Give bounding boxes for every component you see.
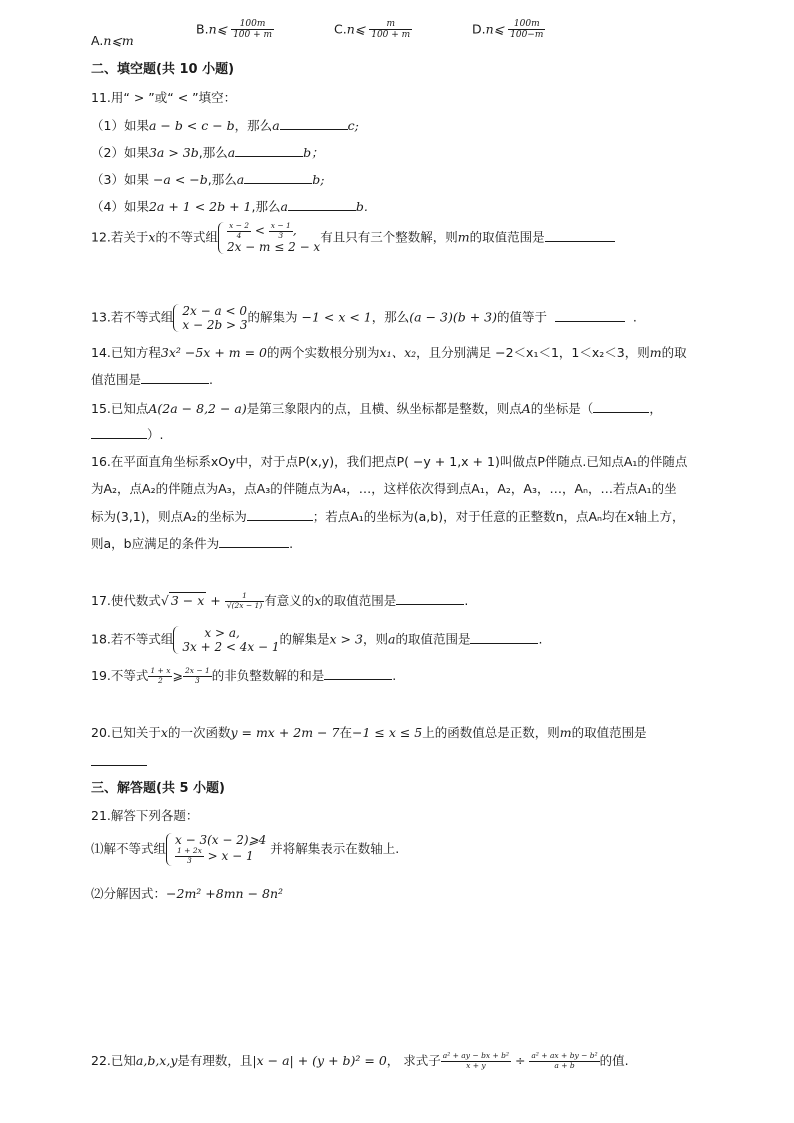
q16-line-3: [91, 507, 684, 526]
q19: [91, 666, 396, 686]
q11-p2-end: b；: [303, 145, 324, 160]
q13-mid2: ，那么: [371, 309, 410, 325]
q17-mid: 有意义的: [264, 593, 315, 608]
q16-period: .: [289, 536, 294, 551]
q12-op: <: [254, 223, 265, 238]
q18-end: 的取值范围是: [395, 631, 471, 647]
q18: [91, 626, 542, 654]
option-c: [334, 19, 412, 41]
q14-period: .: [209, 372, 213, 387]
q17-period: .: [464, 593, 469, 608]
q22-condition: |x − a| + (y + b)² = 0: [252, 1053, 387, 1068]
q21-row-2-tail: > x − 1: [207, 849, 254, 863]
q11-p1-blank[interactable]: [280, 116, 348, 130]
q19-frac-1-num: 1 + x: [150, 666, 171, 676]
q21-row-2: [175, 847, 266, 866]
section-2-title: 二、填空题(共 10 小题): [91, 62, 235, 77]
q11-p1-var: a: [272, 118, 280, 133]
q11-p4-end: b.: [355, 199, 368, 214]
q21-part-1: [91, 833, 399, 866]
section-3-title: 三、解答题(共 5 小题): [91, 781, 225, 796]
q16-line-1: 16.在平面直角坐标系xOy中，对于点P(x,y)，我们把点P( −y + 1,x + 1)叫做点P伴随点.已知点A₁的伴随点: [91, 454, 688, 469]
q17-x: x: [314, 593, 322, 608]
q12-frac-left-num: x − 2: [228, 221, 250, 230]
q11-p2-blank[interactable]: [235, 143, 303, 157]
option-a-expr: n⩽m: [103, 33, 134, 48]
q12-pre: 12.若关于: [91, 229, 149, 245]
q22-pre: 22.已知: [91, 1053, 136, 1068]
q14-blank[interactable]: [141, 370, 209, 384]
q16-line-2: 为A₂，点A₂的伴随点为A₃，点A₃的伴随点为A₄，…，这样依次得到点A₁，A₂，A₃，…，Aₙ，…若点A₁的坐: [91, 481, 677, 496]
q11-part-2: [91, 143, 324, 162]
q11-p2-prefix: （2）如果: [91, 145, 149, 160]
q22-frac-1-den: x + y: [466, 1061, 486, 1070]
q11-part-4: [91, 197, 368, 216]
q16-blank-2[interactable]: [219, 534, 289, 548]
q14-line-1-end: 的取: [661, 345, 687, 360]
q18-solution: x > 3: [329, 631, 363, 647]
option-a-label: A.: [91, 33, 104, 48]
option-d-label: D.: [472, 21, 486, 37]
q18-blank[interactable]: [470, 630, 538, 644]
q13: [91, 304, 637, 332]
q20-mid: 的一次函数: [167, 725, 231, 740]
q12-row-1: [227, 222, 320, 240]
option-b-label: B.: [196, 21, 209, 37]
q11-p2-expr: 3a > 3b: [148, 145, 199, 160]
q20-mid2: 在: [339, 725, 352, 740]
q17: [91, 591, 468, 611]
q11-p3-blank[interactable]: [244, 170, 312, 184]
q20-mid3: 上的函数值总是正数，则: [422, 725, 560, 740]
q13-range: −1 < x < 1: [301, 309, 372, 325]
q17-frac-num: 1: [225, 592, 264, 602]
q15-line-2-end: ）.: [147, 427, 164, 442]
q21-frac-num: 1 + 2x: [177, 846, 202, 856]
q14-pre: 14.已知方程: [91, 345, 161, 360]
q18-mid: 的解集是: [279, 631, 330, 647]
q14-m: m: [649, 345, 662, 360]
q12-x: x: [148, 229, 156, 245]
q16-line-3-b: ；若点A₁的坐标为(a,b)，对于任意的正整数n，点Aₙ均在x轴上方，: [312, 509, 685, 524]
q12-blank[interactable]: [545, 228, 615, 242]
q21-p1-pre: ⑴解不等式组: [91, 840, 167, 856]
q11-p2-mid: ,那么: [198, 145, 228, 160]
q15-line-2: [91, 425, 163, 444]
q22-frac-1-num: a² + ay − bx + b²: [442, 1051, 509, 1061]
option-b-fraction: [231, 19, 274, 41]
q19-frac-2: [183, 667, 212, 685]
q12: [91, 222, 615, 254]
q20-m: m: [559, 725, 572, 740]
option-b-den: 100 + m: [233, 30, 273, 41]
q22-frac-2: [529, 1052, 599, 1070]
q17-pre: 17.使代数式: [91, 593, 161, 608]
option-d-prefix: n⩽: [485, 21, 505, 37]
q15-A: A: [521, 401, 531, 416]
q12-frac-left-den: 4: [236, 230, 242, 240]
q22-frac-2-den: a + b: [554, 1061, 575, 1070]
q13-pre: 13.若不等式组: [91, 309, 174, 325]
q18-period: .: [538, 631, 543, 647]
q22-end: 的值.: [599, 1053, 629, 1068]
q17-blank[interactable]: [396, 591, 464, 605]
option-b-num: 100m: [231, 19, 274, 30]
q20-function: y = mx + 2m − 7: [230, 725, 340, 740]
q22: [91, 1052, 629, 1071]
q20-line-2: [91, 752, 147, 771]
q20: [91, 724, 647, 742]
q20-x: x: [160, 725, 168, 740]
q18-row-2: 3x + 2 < 4x − 1: [182, 640, 280, 654]
q11-stem: 11.用“ > ”或“ < ”填空：: [91, 90, 237, 105]
q21-part-2: [91, 885, 283, 903]
option-d-num: 100m: [508, 19, 545, 30]
q19-period: .: [392, 668, 397, 683]
q19-op: ⩾: [172, 668, 183, 683]
q20-blank[interactable]: [91, 752, 147, 766]
option-c-den: 100 + m: [371, 30, 411, 41]
q13-brace: [173, 304, 180, 332]
q19-frac-2-den: 3: [194, 676, 200, 685]
q20-pre: 20.已知关于: [91, 725, 161, 740]
q11-p3-var: a: [236, 172, 245, 187]
q22-divide: ÷: [514, 1053, 526, 1068]
q22-frac-1: [441, 1052, 511, 1070]
q15-line-1: [91, 399, 662, 418]
q18-system: [173, 626, 279, 654]
q14-condition: ，且分别满足 −2＜x₁＜1，1＜x₂＜3，则: [416, 345, 650, 360]
q16-line-4-text: 则a，b应满足的条件为: [91, 536, 220, 551]
q14-line-2-text: 值范围是: [91, 372, 142, 387]
option-d: [472, 19, 545, 41]
q11-p3-prefix: （3）如果: [91, 172, 153, 187]
q19-blank[interactable]: [324, 666, 392, 680]
q18-a: a: [387, 631, 396, 647]
q17-frac-den: √(2x − 1): [226, 601, 263, 610]
q17-plus: +: [210, 593, 221, 608]
q15-point: A(2a − 8,2 − a): [148, 401, 247, 416]
q11-p1-mid: ，那么: [234, 118, 273, 133]
q13-end: 的值等于: [497, 309, 548, 325]
q12-frac-right-den: 3: [278, 230, 284, 240]
option-c-fraction: [369, 19, 412, 41]
q22-mid2: ， 求式子: [386, 1053, 441, 1068]
q13-expr: (a − 3)(b + 3): [409, 309, 497, 325]
q11-p3-mid: ,那么: [207, 172, 237, 187]
q21-system: [166, 833, 266, 866]
q12-frac-left: [227, 222, 251, 240]
option-c-prefix: n⩽: [346, 21, 366, 37]
q12-row-1-end: ,: [292, 223, 297, 238]
q12-frac-right: [269, 222, 293, 240]
q12-system: [218, 222, 320, 254]
q12-brace: [218, 222, 225, 254]
q13-system: [173, 304, 247, 332]
q16-line-4: [91, 534, 293, 553]
option-c-num: m: [369, 19, 412, 30]
q22-vars: a,b,x,y: [135, 1053, 178, 1068]
q16-line-3-a: 标为(3,1)，则点A₂的坐标为: [91, 509, 247, 524]
q13-mid: 的解集为: [247, 309, 298, 325]
q11-p1-end: c;: [347, 118, 359, 133]
q19-frac-2-num: 2x − 1: [184, 666, 210, 676]
option-b-prefix: n⩽: [208, 21, 228, 37]
option-d-fraction: [508, 19, 545, 41]
q11-part-3: [91, 170, 324, 189]
q14-line-2: [91, 370, 213, 389]
q20-range: −1 ≤ x ≤ 5: [351, 725, 423, 740]
q11-p2-var: a: [227, 145, 236, 160]
sqrt-icon: √: [160, 593, 169, 608]
q11-p4-var: a: [280, 199, 288, 214]
q13-blank[interactable]: [555, 308, 625, 322]
q18-row-1: x > a,: [204, 626, 240, 640]
q19-end: 的非负整数解的和是: [211, 668, 325, 683]
q17-end: 的取值范围是: [321, 593, 397, 608]
q13-row-2: x − 2b > 3: [182, 318, 248, 332]
q13-row-1: 2x − a < 0: [182, 304, 247, 318]
q14-mid: 的两个实数根分别为: [267, 345, 380, 360]
q12-post: 有且只有三个整数解，则: [320, 229, 458, 245]
q22-mid: 是有理数，且: [177, 1053, 253, 1068]
q11-p3-end: b;: [312, 172, 325, 187]
q11-p1-expr: a − b < c − b: [148, 118, 235, 133]
q14-line-1: [91, 344, 687, 362]
q11-part-1: [91, 116, 359, 135]
option-b: [196, 19, 274, 41]
q20-end: 的取值范围是: [571, 725, 647, 740]
option-a: [91, 32, 134, 50]
q13-period: .: [632, 309, 637, 325]
q21-stem: 21.解答下列各题：: [91, 808, 199, 823]
q19-pre: 19.不等式: [91, 668, 149, 683]
q21-row-1: x − 3(x − 2)⩾4: [175, 833, 267, 847]
q15-line-1-end: 的坐标是（: [530, 401, 594, 416]
q14-equation: 3x² −5x + m = 0: [160, 345, 268, 360]
q12-frac-right-num: x − 1: [270, 221, 291, 230]
q12-mid: 的不等式组: [155, 229, 218, 245]
q21-frac: [175, 847, 204, 865]
q19-frac-1-den: 2: [158, 676, 163, 685]
q21-p2-expr: −2m² +8mn − 8n²: [166, 886, 284, 901]
q17-fraction: [225, 592, 264, 610]
q11-p4-expr: 2a + 1 < 2b + 1: [148, 199, 252, 214]
option-c-label: C.: [334, 21, 347, 37]
q12-end: 的取值范围是: [469, 229, 545, 245]
q11-p3-expr: −a < −b: [152, 172, 208, 187]
q21-p2-pre: ⑵分解因式：: [91, 886, 167, 901]
q11-p1-prefix: （1）如果: [91, 118, 149, 133]
q15-blank-1[interactable]: [593, 399, 649, 413]
q12-row-2: 2x − m ≤ 2 − x: [226, 240, 321, 255]
q11-p4-blank[interactable]: [288, 197, 356, 211]
q14-roots: x₁、x₂: [379, 345, 417, 360]
q11-p4-prefix: （4）如果: [91, 199, 149, 214]
q18-mid2: ，则: [362, 631, 388, 647]
q15-pre: 15.已知点: [91, 401, 149, 416]
q15-post: 是第三象限内的点，且横、纵坐标都是整数，则点: [246, 401, 522, 416]
q11-p4-mid: ,那么: [251, 199, 281, 214]
q22-frac-2-num: a² + ax + by − b²: [531, 1051, 598, 1061]
q17-sqrt-content: 3 − x: [170, 593, 205, 608]
q12-m: m: [457, 229, 470, 245]
q21-p1-post: 并将解集表示在数轴上.: [270, 840, 400, 856]
option-d-den: 100−m: [510, 30, 544, 41]
q19-frac-1: [148, 667, 172, 685]
q15-blank-2[interactable]: [91, 425, 147, 439]
q16-blank-1[interactable]: [247, 507, 313, 521]
q18-brace: [173, 626, 180, 654]
q18-pre: 18.若不等式组: [91, 631, 174, 647]
q21-brace: [166, 833, 173, 866]
q15-comma: ，: [649, 401, 662, 416]
q21-frac-den: 3: [187, 856, 192, 865]
